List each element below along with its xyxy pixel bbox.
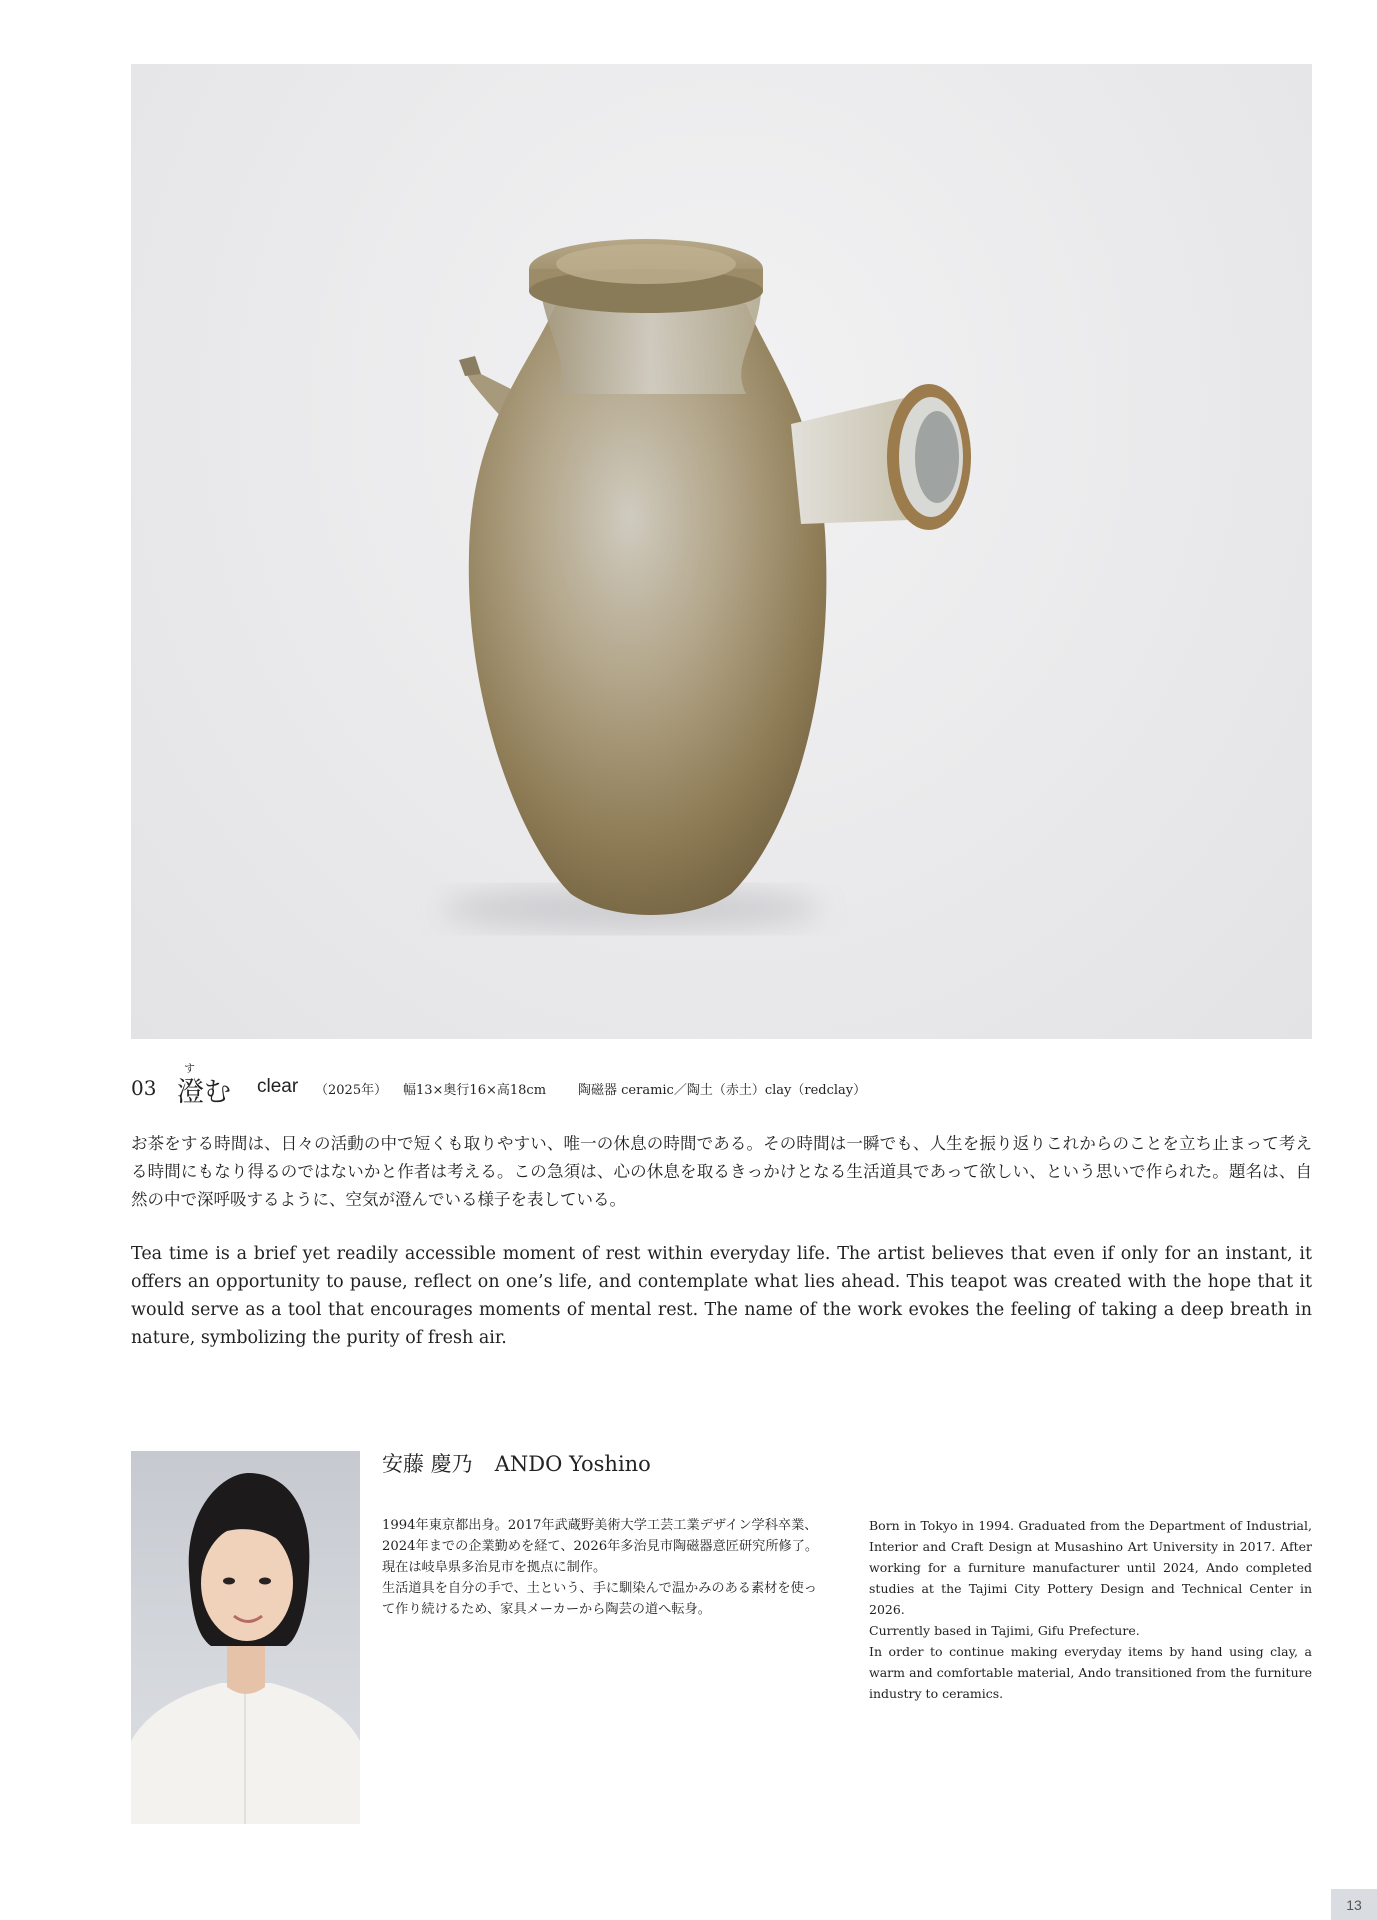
bio-en-paragraph: In order to continue making everyday items by hand using clay, a warm and comfortable material, Ando transitioned from the furniture industry to ceramics. — [869, 1644, 1312, 1701]
work-size: 幅13×奥行16×高18cm — [403, 1083, 547, 1098]
work-title: 澄む — [177, 1077, 231, 1108]
work-number: 03 — [131, 1076, 157, 1100]
work-description-ja: お茶をする時間は、日々の活動の中で短くも取りやすい、唯一の休息の時間である。その時間は一瞬でも、人生を振り返りこれからのことを立ち止まって考える時間にもなり得るのではないかと作者は考える。この急須は、心の休息を取るきっかけとなる生活道具であって欲しい、という思いで作られた。題名は、自然の中で深呼吸するように、空気が澄んでいる様子を表している。 — [131, 1134, 1313, 1209]
artist-name-en: ANDO Yoshino — [494, 1452, 651, 1476]
teapot-illustration — [131, 64, 1312, 1039]
artist-bio-en — [869, 1515, 1312, 1704]
artist-bio-ja — [382, 1515, 827, 1620]
work-material: 陶磁器 ceramic／陶土（赤土）clay（redclay） — [578, 1083, 867, 1098]
work-description-en: Tea time is a brief yet readily accessible moment of rest within everyday life. The artist believes that even if only for an instant, it offers an opportunity to pause, reflect on one’s life, and contemplate what lies ahead. This teapot was created with the hope that it would serve as a tool that encourages moments of mental rest. The name of the work evokes the feeling of taking a deep breath in nature, symbolizing the purity of fresh air. — [131, 1244, 1312, 1348]
bio-ja-paragraph: 1994年東京都出身。2017年武蔵野美術大学工芸工業デザイン学科卒業、2024年までの企業勤めを経て、2026年多治見市陶磁器意匠研究所修了。 — [382, 1518, 819, 1554]
teapot-photo — [131, 64, 1312, 1039]
artist-portrait — [131, 1451, 360, 1824]
bio-ja-paragraph: 現在は岐阜県多治見市を拠点に制作。 — [382, 1560, 607, 1575]
bio-en-paragraph: Currently based in Tajimi, Gifu Prefecture. — [869, 1623, 1140, 1638]
portrait-illustration — [131, 1451, 360, 1824]
work-caption — [131, 1060, 1312, 1120]
work-title-ruby: す — [184, 1062, 195, 1075]
artist-name — [382, 1448, 651, 1478]
work-year: （2025年） — [315, 1083, 388, 1098]
bio-ja-paragraph: 生活道具を自分の手で、土という、手に馴染んで温かみのある素材を使って作り続けるため、家具メーカーから陶芸の道へ転身。 — [382, 1581, 817, 1617]
page-number: 13 — [1331, 1889, 1377, 1920]
artist-name-ja: 安藤 慶乃 — [382, 1452, 473, 1476]
work-title-en: clear — [257, 1076, 299, 1097]
bio-en-paragraph: Born in Tokyo in 1994. Graduated from the Department of Industrial, Interior and Craft Design at Musashino Art University in 2017. After working for a furniture manufacturer until 2024, Ando completed studies at the Tajimi City Pottery Design and Technical Center in 2026. — [869, 1518, 1312, 1617]
